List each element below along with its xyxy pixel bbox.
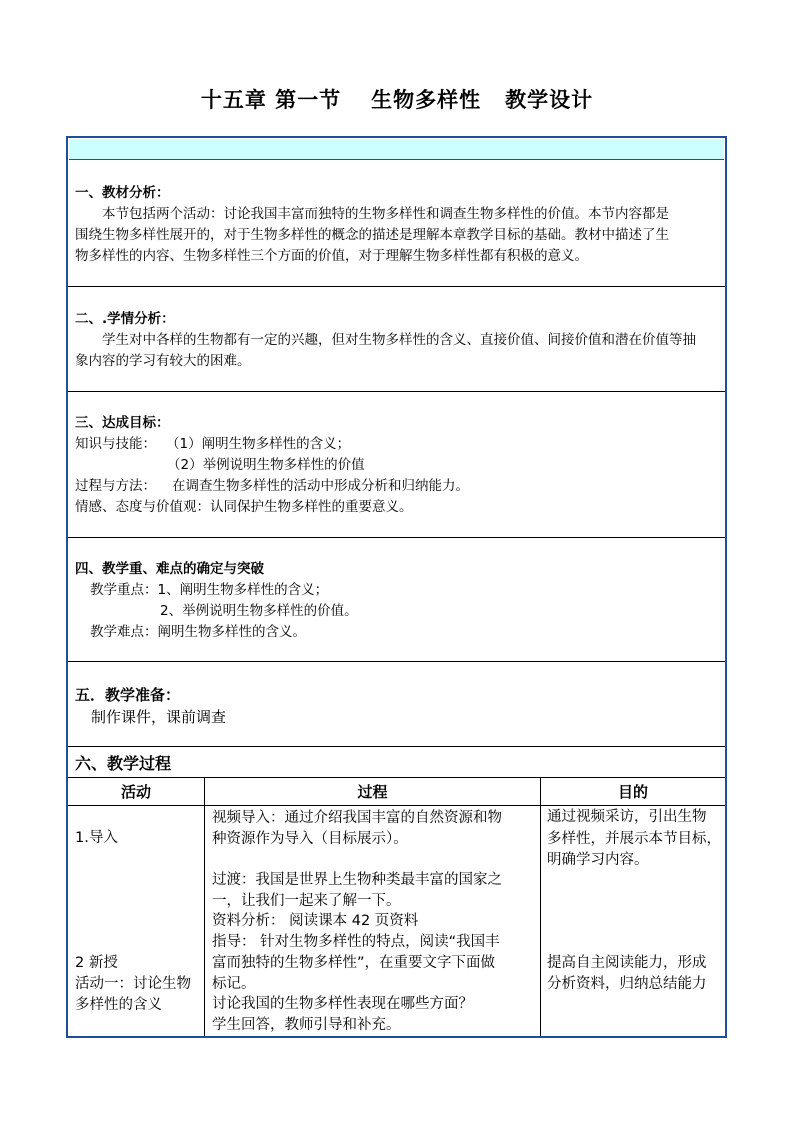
process-line: 种资源作为导入（目标展示）。 [212, 831, 408, 847]
divider [68, 286, 725, 287]
difficulty-item: 阐明生物多样性的含义。 [157, 624, 306, 640]
activity-line: 多样性的含义 [75, 997, 162, 1013]
divider [68, 661, 725, 662]
activity-line: 活动一：讨论生物 [75, 976, 191, 992]
preparation-text: 制作课件，课前调查 [91, 708, 227, 726]
section-heading: 五．教学准备： [75, 686, 181, 704]
title-chapter: 十五章 第一节 [200, 88, 342, 112]
purpose-line: 通过视频采访，引出生物 [547, 809, 707, 825]
paragraph-line: 本节包括两个活动：讨论我国丰富而独特的生物多样性和调查生物多样性的价值。本节内容都是 [102, 206, 669, 222]
divider [68, 391, 725, 392]
section-heading: 四、教学重、难点的确定与突破 [75, 561, 264, 577]
column-header-activity: 活动 [120, 783, 151, 801]
key-item: 1、阐明生物多样性的含义； [157, 582, 329, 598]
key-item: 2、举例说明生物多样性的价值。 [160, 603, 358, 619]
section-heading: 六、教学过程 [75, 754, 172, 773]
objective-item: （1）阐明生物多样性的含义； [166, 436, 351, 452]
section-student-analysis [75, 309, 720, 372]
divider [68, 777, 725, 778]
paragraph-line: 围绕生物多样性展开的，对于生物多样性的概念的描述是理解本章教学目标的基础。教材中描述了生 [75, 227, 669, 243]
purpose-line: 明确学习内容。 [547, 852, 649, 868]
process-line: 资料分析： 阅读课本 42 页资料 [212, 913, 419, 929]
process-line: 过渡：我国是世界上生物种类最丰富的国家之 [212, 872, 502, 888]
paragraph-line: 学生对中各样的生物都有一定的兴趣，但对生物多样性的含义、直接价值、间接价值和潜在价值等抽 [102, 332, 696, 348]
section-preparation [75, 684, 720, 728]
objective-item: 在调查生物多样性的活动中形成分析和归纳能力。 [172, 478, 469, 494]
section-heading: 三、达成目标： [75, 415, 170, 431]
activity-line: 2 新授 [75, 955, 118, 971]
purpose-line: 分析资料，归纳总结能力 [547, 976, 707, 992]
activity-new-lesson [75, 953, 191, 1016]
paragraph-line: 物多样性的内容、生物多样性三个方面的价值，对于理解生物多样性都有积极的意义。 [75, 248, 588, 264]
column-header-process: 过程 [357, 783, 388, 801]
purpose-line: 提高自主阅读能力，形成 [547, 955, 707, 971]
process-line: 一，让我们一起来了解一下。 [212, 893, 401, 909]
process-line: 视频导入：通过介绍我国丰富的自然资源和物 [212, 810, 502, 826]
column-divider [540, 777, 541, 1036]
divider [68, 537, 725, 538]
section-objectives [75, 413, 720, 518]
section-textbook-analysis [75, 183, 720, 267]
process-line: 指导： 针对生物多样性的特点，阅读“我国丰 [212, 934, 500, 950]
objective-item: 认同保护生物多样性的重要意义。 [210, 499, 413, 515]
section-heading: 一、教材分析： [75, 185, 170, 201]
purpose-line: 多样性，并展示本节目标， [547, 831, 721, 847]
title-suffix: 教学设计 [505, 88, 594, 112]
process-line: 讨论我国的生物多样性表现在哪些方面？ [212, 996, 473, 1012]
process-line: 标记。 [212, 976, 256, 992]
table-header-band [69, 139, 724, 160]
process-line: 富而独特的生物多样性”，在重要文字下面做 [212, 955, 496, 971]
section-heading: 二、.学情分析： [75, 311, 175, 327]
section-key-points [75, 559, 720, 643]
objective-label: 知识与技能： [75, 436, 156, 452]
process-line: 学生回答，教师引导和补充。 [212, 1017, 401, 1033]
divider [68, 746, 725, 747]
paragraph-line: 象内容的学习有较大的困难。 [75, 353, 251, 369]
objective-item: （2）举例说明生物多样性的价值 [167, 457, 365, 473]
activity-intro: 1.导入 [75, 830, 118, 846]
difficulty-label: 教学难点： [90, 624, 158, 640]
column-header-purpose: 目的 [617, 783, 648, 801]
column-divider [204, 777, 205, 1036]
section-process-heading [75, 753, 720, 774]
title-topic: 生物多样性 [371, 88, 482, 112]
key-label: 教学重点： [90, 582, 158, 598]
objective-label: 过程与方法： [75, 478, 156, 494]
page-title [0, 84, 794, 114]
objective-label: 情感、态度与价值观： [75, 499, 210, 515]
